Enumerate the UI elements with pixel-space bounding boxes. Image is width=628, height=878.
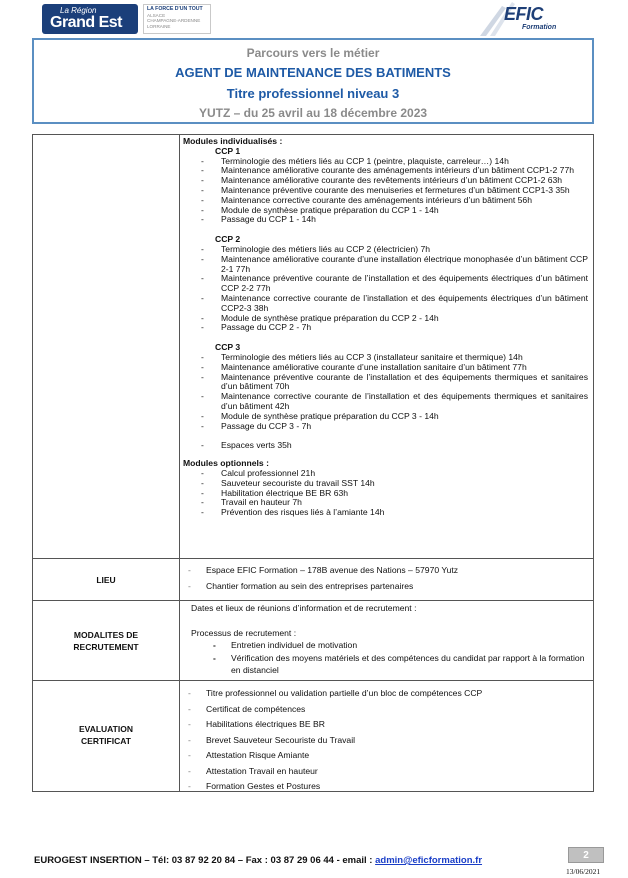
list-item: - Passage du CCP 1 - 14h: [201, 215, 588, 225]
tagline-title: LA FORCE D'UN TOUT: [147, 6, 203, 12]
list-item: - Habilitations électriques BE BR: [188, 717, 482, 733]
list-item: - Travail en hauteur 7h: [201, 498, 588, 508]
espaces-verts-list: [201, 441, 588, 451]
list-item: - Vérification des moyens matériels et des compétences du candidat par rapport à la formation en distanciel: [213, 652, 591, 677]
modules-optionnels-heading: Modules optionnels :: [183, 458, 269, 469]
list-item: - Sauveteur secouriste du travail SST 14h: [201, 479, 588, 489]
list-item: - Maintenance préventive courante de l’installation et des équipements électriques d’un bâtiment CCP 2-2 77h: [201, 274, 588, 294]
title-dates: YUTZ – du 25 avril au 18 décembre 2023: [198, 106, 428, 120]
list-item: - Prévention des risques liés à l’amiante 14h: [201, 508, 588, 518]
modules-cell: [183, 137, 588, 518]
table-row-divider: [33, 558, 593, 559]
list-item: - Formation Gestes et Postures: [188, 779, 482, 795]
list-item: - Maintenance préventive courante des menuiseries et fermetures d’un bâtiment CCP1-3 35h: [201, 186, 588, 196]
list-item: - Titre professionnel ou validation partielle d’un bloc de compétences CCP: [188, 686, 482, 702]
list-item: - Passage du CCP 3 - 7h: [201, 422, 588, 432]
list-item: - Espace EFIC Formation – 178B avenue des Nations – 57970 Yutz: [188, 563, 458, 579]
list-item: - Maintenance améliorative courante d’une installation électrique monophasée d’un bâtiment CCP 2-1 77h: [201, 255, 588, 275]
ccp3-heading: CCP 3: [215, 342, 241, 353]
region-grand-est-logo: [42, 4, 138, 34]
recrutement-label-line2: RECRUTEMENT: [73, 642, 139, 652]
list-item: - Certificat de compétences: [188, 702, 482, 718]
evaluation-label-line1: EVALUATION: [79, 724, 133, 734]
footer-date: 13/06/2021: [566, 867, 601, 876]
footer-contact: [34, 855, 482, 866]
list-item: - Maintenance améliorative courante des revêtements intérieurs d’un bâtiment CCP1-2 63h: [201, 176, 588, 186]
list-item: - Passage du CCP 2 - 7h: [201, 323, 588, 333]
recrutement-list: [213, 639, 591, 677]
title-metier: AGENT DE MAINTENANCE DES BATIMENTS: [175, 65, 451, 80]
table-row-divider: [33, 680, 593, 681]
region-logo-big-text: Grand Est: [50, 14, 122, 31]
recrutement-label: [33, 629, 179, 653]
title-box: [32, 38, 594, 124]
page-number-badge: 2: [568, 847, 604, 863]
list-item: - Habilitation électrique BE BR 63h: [201, 489, 588, 499]
list-item: - Entretien individuel de motivation: [213, 639, 591, 652]
list-item: - Terminologie des métiers liés au CCP 1 (peintre, plaquiste, carreleur…) 14h: [201, 157, 588, 167]
evaluation-list: [188, 686, 482, 795]
list-item: - Maintenance améliorative courante d’une installation sanitaire d’un bâtiment 77h: [201, 363, 588, 373]
ccp1-heading: CCP 1: [215, 145, 241, 156]
ccp3-list: [201, 353, 588, 431]
list-item: - Module de synthèse pratique préparation du CCP 3 - 14h: [201, 412, 588, 422]
list-item: - Brevet Sauveteur Secouriste du Travail: [188, 733, 482, 749]
recrutement-cell: [191, 602, 591, 677]
evaluation-label: [33, 723, 179, 747]
footer-email-link[interactable]: admin@eficformation.fr: [375, 855, 483, 866]
efic-formation-logo: [472, 0, 562, 38]
list-item: - Maintenance améliorative courante des aménagements intérieurs d’un bâtiment CCP1-2 77h: [201, 166, 588, 176]
lieu-label: LIEU: [96, 575, 116, 585]
modules-individualises-heading: Modules individualisés :: [183, 136, 283, 146]
programme-table: [32, 134, 594, 792]
list-item: - Maintenance préventive courante de l’installation et des équipements thermiques et sanitaires d’un bâtiment 70h: [201, 373, 588, 393]
list-item: - Maintenance corrective courante de l’installation et des équipements électriques d’un bâtiment CCP2-3 38h: [201, 294, 588, 314]
list-item: - Chantier formation au sein des entreprises partenaires: [188, 579, 458, 595]
footer-contact-text: EUROGEST INSERTION – Tél: 03 87 92 20 84 – Fax : 03 87 29 06 44 - email :: [34, 855, 376, 866]
recrutement-dates-text: Dates et lieux de réunions d’information et de recrutement :: [191, 603, 417, 613]
ccp2-heading: CCP 2: [215, 234, 241, 245]
optionnels-list: [201, 469, 588, 518]
recrutement-processus-text: Processus de recrutement :: [191, 627, 297, 638]
efic-logo-subtext: Formation: [522, 24, 557, 31]
efic-logo-text: EFIC: [504, 4, 544, 24]
ccp2-list: [201, 245, 588, 333]
tagline-line3: LORRAINE: [147, 23, 171, 29]
recrutement-label-line1: MODALITES DE: [73, 630, 139, 640]
region-tagline-logo: [143, 4, 211, 34]
evaluation-label-line2: CERTIFICAT: [81, 736, 131, 746]
title-niveau: Titre professionnel niveau 3: [226, 86, 400, 101]
lieu-list: [188, 563, 458, 594]
list-item: - Espaces verts 35h: [201, 441, 588, 451]
list-item: - Calcul professionnel 21h: [201, 469, 588, 479]
list-item: - Module de synthèse pratique préparation du CCP 2 - 14h: [201, 314, 588, 324]
list-item: - Module de synthèse pratique préparation du CCP 1 - 14h: [201, 206, 588, 216]
list-item: - Terminologie des métiers liés au CCP 2 (électricien) 7h: [201, 245, 588, 255]
table-column-divider: [179, 135, 180, 791]
region-logo-small-text: La Région: [60, 6, 97, 15]
title-parcours: Parcours vers le métier: [246, 46, 380, 60]
list-item: - Maintenance corrective courante de l’installation et des équipements thermiques et sanitaires d’un bâtiment 42h: [201, 392, 588, 412]
tagline-line1: ALSACE: [147, 12, 166, 18]
tagline-line2: CHAMPAGNE-ARDENNE: [147, 18, 201, 23]
list-item: - Maintenance corrective courante des aménagements intérieurs d’un bâtiment 56h: [201, 196, 588, 206]
ccp1-list: [201, 157, 588, 226]
list-item: - Attestation Travail en hauteur: [188, 764, 482, 780]
list-item: - Attestation Risque Amiante: [188, 748, 482, 764]
list-item: - Terminologie des métiers liés au CCP 3 (installateur sanitaire et thermique) 14h: [201, 353, 588, 363]
table-row-divider: [33, 600, 593, 601]
